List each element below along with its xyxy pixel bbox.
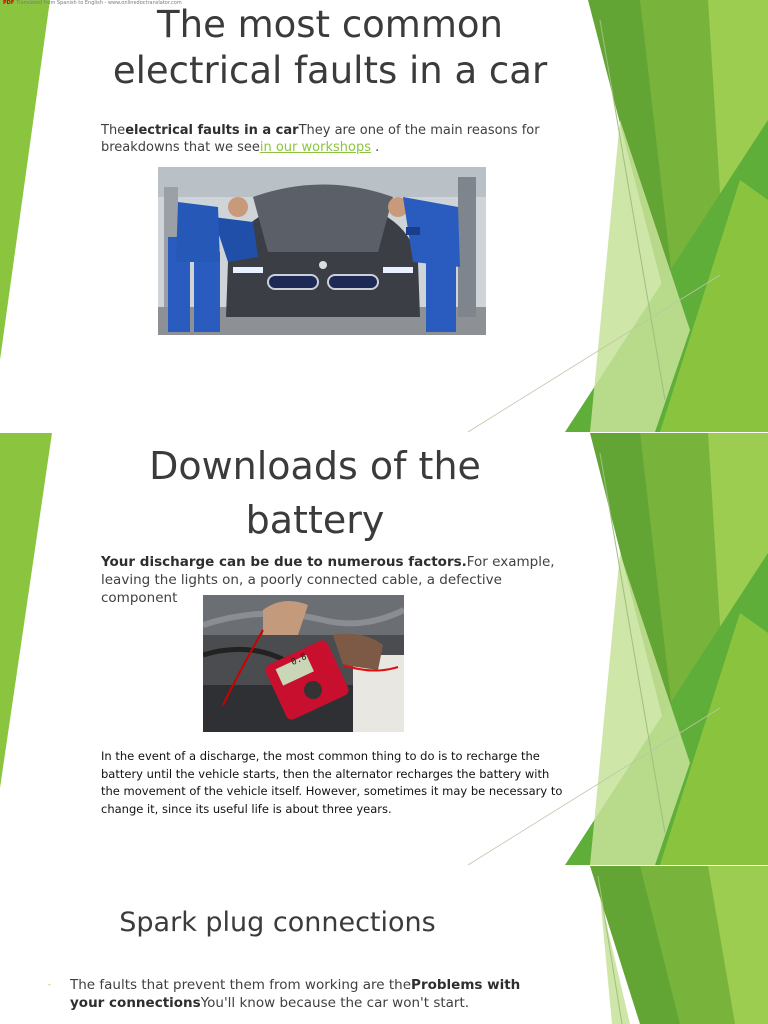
slide-3	[0, 866, 768, 1024]
pdf-icon: PDF	[3, 0, 15, 6]
slide-2	[0, 433, 768, 865]
slide-3-text: The faults that prevent them from working are the	[70, 977, 412, 993]
slide-2-detail-paragraph: In the event of a discharge, the most common thing to do is to recharge the battery until the vehicle starts, then the alternator recharges the battery with the movement of the vehicle itself. However, sometimes it may be necessary to change it, since its useful life is about three years.	[101, 749, 563, 816]
slide-3-text-bold: Problems with your connections	[70, 977, 521, 1011]
slide-2-title: Downloads of the battery	[149, 444, 481, 542]
slide-1-text-prefix: The	[101, 123, 126, 138]
slide-3-paragraph	[70, 976, 550, 1012]
bullet-icon: -	[48, 980, 51, 989]
battery-multimeter-photo	[203, 595, 404, 732]
workshops-link[interactable]: in our workshops	[259, 140, 371, 155]
slide-1-paragraph	[101, 122, 571, 156]
multimeter-readout: 0.8	[289, 652, 309, 668]
translator-note-text: Translated from Spanish to English - www.onlinedoctranslator.com	[16, 0, 182, 6]
slide-2-text-bold: Your discharge can be due to numerous factors.	[101, 554, 467, 570]
slide-3-title: Spark plug connections	[119, 907, 436, 938]
slide-1-text-bold: electrical faults in a car	[125, 123, 299, 138]
slide-1	[0, 0, 768, 432]
slide-1-text: They are one of the main reasons for breakdowns that we see	[101, 123, 540, 155]
slide-3-text-end: You'll know because the car won't start.	[200, 995, 470, 1011]
car-workshop-photo	[158, 167, 486, 335]
slide-2-text: For example, leaving the lights on, a poorly connected cable, a defective component	[101, 554, 555, 606]
slide-1-text-end: .	[370, 140, 380, 155]
slide-1-title: The most common electrical faults in a car	[112, 3, 548, 93]
